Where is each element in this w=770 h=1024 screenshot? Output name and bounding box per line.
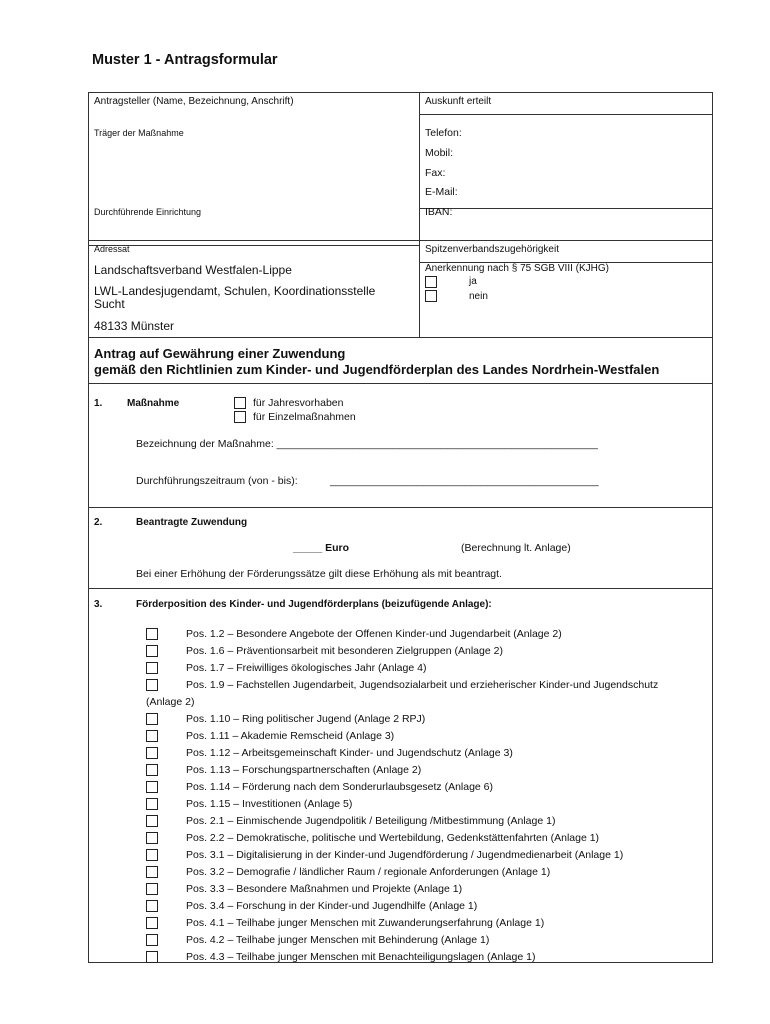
section3-number: 3. bbox=[94, 599, 103, 610]
pos-1-7-checkbox[interactable] bbox=[146, 662, 158, 674]
pos-1-14-label: Pos. 1.14 – Förderung nach dem Sonderurlaubsgesetz (Anlage 6) bbox=[186, 781, 494, 793]
zeitraum-field[interactable]: ______________________________________________ bbox=[330, 475, 599, 487]
pos-1-7-label: Pos. 1.7 – Freiwilliges ökologisches Jahr (Anlage 4) bbox=[186, 662, 427, 674]
section3-title: Förderposition des Kinder- und Jugendförderplans (beizufügende Anlage): bbox=[136, 599, 492, 610]
pos-3-1-label: Pos. 3.1 – Digitalisierung in der Kinder-und Jugendförderung / Jugendmedienarbeit (Anlage 1) bbox=[186, 849, 624, 861]
anerkennung-nein-label: nein bbox=[469, 291, 488, 302]
pos-1-2-label: Pos. 1.2 – Besondere Angebote der Offenen Kinder-und Jugendarbeit (Anlage 2) bbox=[186, 628, 562, 640]
anerkennung-nein-checkbox[interactable] bbox=[425, 290, 437, 302]
durchfuehrende-einrichtung-label: Durchführende Einrichtung bbox=[94, 207, 202, 217]
pos-1-6-checkbox[interactable] bbox=[146, 645, 158, 657]
pos-4-1-checkbox[interactable] bbox=[146, 917, 158, 929]
berechnung-note: (Berechnung lt. Anlage) bbox=[461, 542, 571, 554]
euro-field[interactable]: _____ Euro bbox=[293, 542, 350, 554]
section2-number: 2. bbox=[94, 517, 103, 528]
pos-1-6-label: Pos. 1.6 – Präventionsarbeit mit besonderen Zielgruppen (Anlage 2) bbox=[186, 645, 503, 657]
pos-1-15-checkbox[interactable] bbox=[146, 798, 158, 810]
row-divider bbox=[89, 245, 419, 246]
anerkennung-ja-checkbox[interactable] bbox=[425, 276, 437, 288]
heading-line1: Antrag auf Gewährung einer Zuwendung bbox=[94, 346, 346, 361]
pos-1-9-checkbox[interactable] bbox=[146, 679, 158, 691]
row-divider bbox=[89, 588, 712, 589]
column-divider bbox=[419, 93, 420, 337]
einzelmassnahmen-checkbox[interactable] bbox=[234, 411, 246, 423]
row-divider bbox=[89, 240, 712, 241]
pos-2-1-label: Pos. 2.1 – Einmischende Jugendpolitik / Beteiligung /Mitbestimmung (Anlage 1) bbox=[186, 815, 556, 827]
row-divider bbox=[89, 507, 712, 508]
section2-title: Beantragte Zuwendung bbox=[136, 517, 248, 528]
adressat-label: Adressat bbox=[94, 244, 130, 254]
jahresvorhaben-checkbox[interactable] bbox=[234, 397, 246, 409]
pos-1-9-continuation: (Anlage 2) bbox=[146, 696, 195, 708]
section1-title: Maßnahme bbox=[127, 398, 180, 409]
pos-3-3-label: Pos. 3.3 – Besondere Maßnahmen und Projekte (Anlage 1) bbox=[186, 883, 463, 895]
pos-4-2-checkbox[interactable] bbox=[146, 934, 158, 946]
row-divider bbox=[89, 337, 712, 338]
antragsteller-label: Antragsteller (Name, Bezeichnung, Anschrift) bbox=[94, 96, 294, 107]
auskunft-label: Auskunft erteilt bbox=[425, 96, 492, 107]
email-label: E-Mail: bbox=[425, 186, 458, 198]
traeger-label: Träger der Maßnahme bbox=[94, 128, 184, 138]
adressat-department-cont: Sucht bbox=[94, 297, 125, 311]
telefon-label: Telefon: bbox=[425, 127, 462, 139]
erhoehung-note: Bei einer Erhöhung der Förderungssätze gilt diese Erhöhung als mit beantragt. bbox=[136, 568, 502, 580]
pos-1-12-label: Pos. 1.12 – Arbeitsgemeinschaft Kinder- und Jugendschutz (Anlage 3) bbox=[186, 747, 513, 759]
application-form bbox=[88, 92, 713, 963]
row-divider bbox=[89, 383, 712, 384]
pos-3-4-checkbox[interactable] bbox=[146, 900, 158, 912]
row-divider bbox=[419, 208, 712, 209]
pos-1-10-label: Pos. 1.10 – Ring politischer Jugend (Anlage 2 RPJ) bbox=[186, 713, 426, 725]
pos-4-3-checkbox[interactable] bbox=[146, 951, 158, 963]
adressat-name: Landschaftsverband Westfalen-Lippe bbox=[94, 263, 292, 277]
pos-4-2-label: Pos. 4.2 – Teilhabe junger Menschen mit Behinderung (Anlage 1) bbox=[186, 934, 490, 946]
pos-1-13-label: Pos. 1.13 – Forschungspartnerschaften (Anlage 2) bbox=[186, 764, 422, 776]
pos-3-1-checkbox[interactable] bbox=[146, 849, 158, 861]
zeitraum-label: Durchführungszeitraum (von - bis): bbox=[136, 475, 298, 487]
anerkennung-label: Anerkennung nach § 75 SGB VIII (KJHG) bbox=[425, 263, 609, 274]
pos-3-2-label: Pos. 3.2 – Demografie / ländlicher Raum / regionale Anforderungen (Anlage 1) bbox=[186, 866, 551, 878]
adressat-city: 48133 Münster bbox=[94, 319, 175, 333]
pos-1-9-label: Pos. 1.9 – Fachstellen Jugendarbeit, Jugendsozialarbeit und erzieherischer Kinder-und Jugendschutz bbox=[186, 679, 659, 691]
einzelmassnahmen-label: für Einzelmaßnahmen bbox=[253, 411, 356, 423]
spitzenverband-label: Spitzenverbandszugehörigkeit bbox=[425, 244, 559, 255]
pos-1-2-checkbox[interactable] bbox=[146, 628, 158, 640]
pos-3-4-label: Pos. 3.4 – Forschung in der Kinder-und Jugendhilfe (Anlage 1) bbox=[186, 900, 478, 912]
bezeichnung-field[interactable]: Bezeichnung der Maßnahme: _______________________________________________________ bbox=[136, 438, 598, 450]
pos-1-11-checkbox[interactable] bbox=[146, 730, 158, 742]
mobil-label: Mobil: bbox=[425, 147, 454, 159]
pos-1-15-label: Pos. 1.15 – Investitionen (Anlage 5) bbox=[186, 798, 353, 810]
pos-3-2-checkbox[interactable] bbox=[146, 866, 158, 878]
fax-label: Fax: bbox=[425, 167, 446, 179]
pos-2-2-label: Pos. 2.2 – Demokratische, politische und Wertebildung, Gedenkstättenfahrten (Anlage 1) bbox=[186, 832, 600, 844]
section1-number: 1. bbox=[94, 398, 103, 409]
form-title: Muster 1 - Antragsformular bbox=[92, 52, 278, 68]
pos-1-10-checkbox[interactable] bbox=[146, 713, 158, 725]
pos-1-14-checkbox[interactable] bbox=[146, 781, 158, 793]
pos-2-1-checkbox[interactable] bbox=[146, 815, 158, 827]
pos-3-3-checkbox[interactable] bbox=[146, 883, 158, 895]
pos-4-1-label: Pos. 4.1 – Teilhabe junger Menschen mit Zuwanderungserfahrung (Anlage 1) bbox=[186, 917, 545, 929]
row-divider bbox=[419, 114, 712, 115]
pos-1-12-checkbox[interactable] bbox=[146, 747, 158, 759]
heading-line2: gemäß den Richtlinien zum Kinder- und Jugendförderplan des Landes Nordrhein-Westfalen bbox=[94, 362, 660, 377]
pos-1-11-label: Pos. 1.11 – Akademie Remscheid (Anlage 3) bbox=[186, 730, 395, 742]
jahresvorhaben-label: für Jahresvorhaben bbox=[253, 397, 344, 409]
iban-label: IBAN: bbox=[425, 206, 453, 218]
pos-4-3-label: Pos. 4.3 – Teilhabe junger Menschen mit Benachteiligungslagen (Anlage 1) bbox=[186, 951, 536, 963]
adressat-department: LWL-Landesjugendamt, Schulen, Koordinationsstelle bbox=[94, 284, 376, 298]
pos-1-13-checkbox[interactable] bbox=[146, 764, 158, 776]
anerkennung-ja-label: ja bbox=[469, 276, 477, 287]
pos-2-2-checkbox[interactable] bbox=[146, 832, 158, 844]
